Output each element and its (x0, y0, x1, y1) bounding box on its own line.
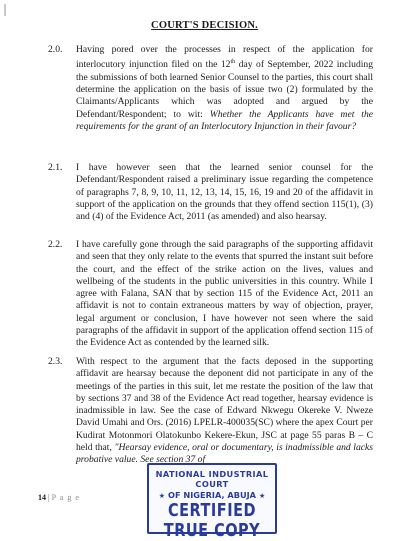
stamp-line-certified: CERTIFIED TRUE COPY (163, 501, 261, 541)
page-number: 14 (38, 493, 46, 502)
paragraph-text (76, 239, 373, 350)
paragraph-text (76, 162, 373, 223)
paragraph-number: 2.3. (48, 356, 63, 367)
paragraph-italic: "Hearsay evidence, oral or documentary, is inadmissible and lacks probative value. See section 37 of (76, 442, 373, 466)
page-footer (38, 493, 80, 502)
paragraph-number: 2.0. (48, 44, 63, 55)
paragraph-text (76, 356, 373, 467)
paragraph-body: I have however seen that the learned senior counsel for the Defendant/Respondent raised a preliminary issue regarding the competence of paragraphs 7, 8, 9, 10, 11, 12, 13, 14, 15, 16, 19 and 20 of the affidavit in support of the application on the grounds that they offend section 115(1), (3) and (4) of the Evidence Act, 2011 (as amended) and also hearsay. (76, 162, 373, 223)
page-heading: COURT'S DECISION. (151, 20, 258, 31)
stamp-line-court: NATIONAL INDUSTRIAL COURT (155, 469, 269, 489)
star-icon: ★ (259, 492, 266, 500)
paragraph-italic: Whether the Applicants have met the requirements for the grant of an Interlocutory Injunction in their favour? (76, 108, 374, 132)
paragraph-text (76, 44, 373, 133)
page-word: P a g e (51, 493, 80, 502)
footer-separator: | (48, 493, 50, 502)
paragraph-body: Having pored over the processes in respect of the application for interlocutory injunction filed on the 12th day of September, 2022 including the submissions of both learned Senior Counsel to the parties, this court shall determine the application on the basis of issue two (2) formulated by the Claimants/Applicants which was adopted and argued by the Defendant/Respondent; to wit: (76, 44, 373, 120)
paragraph-body: With respect to the argument that the facts deposed in the supporting affidavit are hearsay because the deponent did not participate in any of the meetings of the parties in this suit, let me restate the position of the law that by sections 37 and 38 of the Evidence Act read together, hearsay evidence is inadmissible in law. See the case of Edward Nkwegu Okereke V. Nweze David Umahi and Ors. (2016) LPELR-400035(SC) where the apex Court per Kudirat Motonmori Olatokunbo Kekere-Ekun, JSC at page 55 paras B – C held that, (76, 356, 373, 454)
stamp-line-location (149, 490, 275, 500)
star-icon: ★ (158, 492, 165, 500)
paragraph-number: 2.1. (48, 162, 63, 173)
paragraph-body: I have carefully gone through the said paragraphs of the supporting affidavit and seen that they only relate to the events that spurred the instant suit before the court, and the effect of the strike action on the lives, values and wellbeing of the students in the public universities in this country. While I agree with Falana, SAN that by section 115 of the Evidence Act, 2011 an affidavit is not to contain extraneous matters by way of objection, prayer, legal argument or conclusion, I have however not seen where the said paragraphs of the affidavit in support of the application offend section 115 of the Evidence Act as contended by the learned silk. (76, 239, 373, 349)
paragraph-number: 2.2. (48, 239, 63, 250)
certified-true-copy-stamp (147, 463, 277, 541)
ordinal-suffix: th (230, 59, 236, 66)
scan-mark (4, 4, 6, 16)
stamp-location-text: OF NIGERIA, ABUJA (167, 490, 257, 500)
